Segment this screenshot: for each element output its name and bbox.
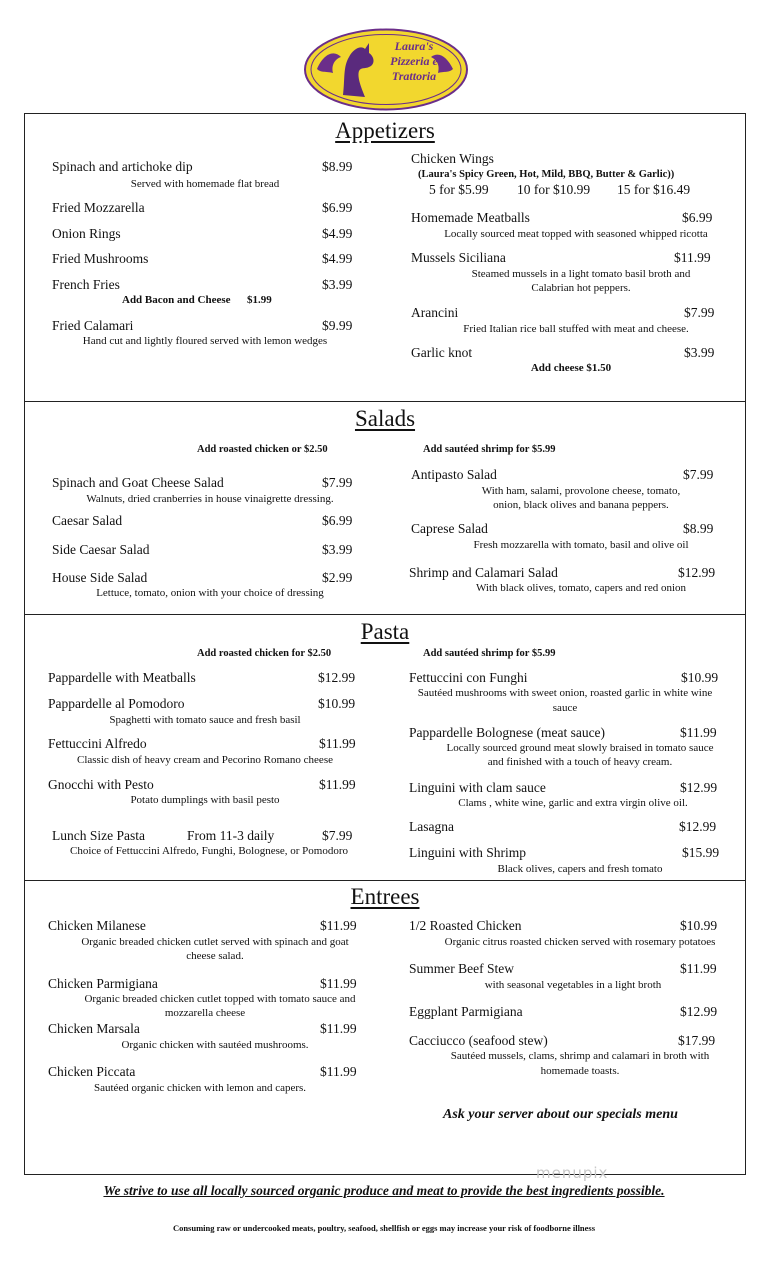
pasta-addon-chicken: Add roasted chicken for $2.50 [197, 648, 332, 659]
logo-line-3: Trattoria [391, 69, 437, 83]
item-desc: Fried Italian rice ball stuffed with meat and cheese. [463, 323, 689, 335]
item-desc: Organic chicken with sautéed mushrooms. [121, 1039, 309, 1051]
item-desc: Fresh mozzarella with tomato, basil and olive oil [473, 539, 689, 551]
salads-addon-chicken: Add roasted chicken or $2.50 [197, 444, 328, 455]
item-desc: Potato dumplings with basil pesto [130, 794, 280, 806]
item-desc: (Laura's Spicy Green, Hot, Mild, BBQ, Butter & Garlic)) [418, 169, 675, 180]
appetizers-heading: Appetizers [335, 118, 435, 143]
item-desc: Locally sourced meat topped with seasoned whipped ricotta [444, 228, 708, 240]
salads-heading: Salads [354, 406, 416, 431]
item-desc: Walnuts, dried cranberries in house vinaigrette dressing. [86, 493, 334, 505]
item-desc: cheese salad. [186, 950, 244, 962]
section-divider [25, 614, 745, 615]
item-desc: Clams , white wine, garlic and extra virgin olive oil. [458, 797, 688, 809]
item-desc: and finished with a touch of heavy cream. [487, 756, 673, 768]
wings-price-15: 15 for $16.49 [617, 182, 691, 197]
item-addon: Add cheese $1.50 [530, 362, 612, 374]
item-desc: Sautéed organic chicken with lemon and capers. [93, 1082, 307, 1094]
organic-statement: We strive to use all locally sourced organic produce and meat to provide the best ingredients possible. [103, 1183, 665, 1198]
item-desc: Spaghetti with tomato sauce and fresh basil [109, 714, 301, 726]
food-safety-warning: Consuming raw or undercooked meats, poultry, seafood, shellfish or eggs may increase your risk of foodborne illness [172, 1223, 596, 1233]
salads-addon-shrimp: Add sautéed shrimp for $5.99 [423, 444, 556, 455]
section-divider [25, 401, 745, 402]
restaurant-logo [303, 27, 469, 112]
item-desc: Organic citrus roasted chicken served with rosemary potatoes [444, 936, 716, 948]
item-desc: Served with homemade flat bread [130, 178, 280, 190]
item-desc: Organic breaded chicken cutlet served with spinach and goat [81, 936, 349, 948]
item-desc: with seasonal vegetables in a light broth [484, 979, 662, 991]
item-desc: Black olives, capers and fresh tomato [497, 863, 663, 875]
item-desc: mozzarella cheese [164, 1007, 246, 1019]
item-desc: Steamed mussels in a light tomato basil broth and [471, 268, 691, 280]
logo-line-1: Laura's [394, 39, 434, 53]
item-desc: Organic breaded chicken cutlet topped with tomato sauce and [84, 993, 356, 1005]
item-desc: Sautéed mussels, clams, shrimp and calamari in broth with [450, 1050, 710, 1062]
specials-note: Ask your server about our specials menu [443, 1107, 678, 1122]
item-desc: Hand cut and lightly floured served with lemon wedges [82, 335, 328, 347]
item-desc: With black olives, tomato, capers and red onion [475, 582, 687, 594]
item-desc: homemade toasts. [540, 1065, 620, 1077]
entrees-heading: Entrees [350, 884, 420, 909]
pasta-heading: Pasta [360, 619, 410, 644]
item-desc: Locally sourced ground meat slowly braised in tomato sauce [446, 742, 714, 754]
item-addon: Add Bacon and Cheese $1.99 [122, 294, 272, 306]
menupix-watermark: menupix [536, 1164, 609, 1182]
menu-panel: Appetizers Spinach and artichoke dip $8.99 Served with homemade flat bread Fried Mozzarella $6.99 Onion Rings $4.99 Fried Mushrooms $4.99 French Fries $3.99 Add Bacon and Cheese $1.99 Fried Calamari $9.99 Hand cut and lightly floured served with lemon wedges Chicken Wings (Laura's Spicy Green, Hot, Mild, BBQ, Butter & Garlic)) 5 for $5.99 10 for $10.99 15 for $16.49 Homemade Meatballs $6.99 Locally sourced meat topped with seasoned whipped ricotta Mussels Siciliana $11.99 Steamed mussels in a light tomato basil broth and Calabrian hot peppers. Arancini $7.99 Fried Italian rice ball stuffed with meat and cheese. Garlic knot $3.99 Add cheese $1.50 Salads Add roasted chicken or $2.50 Add sautéed shrimp for $5.99 Spinach and Goat Cheese Salad $7.99 Walnuts, dried cranberries in house vinaigrette dressing. Caesar Salad $6.99 Side Caesar Salad $3.99 House Side Salad $2.99 Lettuce, tomato, onion with your choice of dressing Antipasto Salad $7.99 With ham, salami, provolone cheese, tomato, onion, black olives and banana peppers. Caprese Salad $8.99 Fresh mozzarella with tomato, basil and olive oil Shrimp and Calamari Salad $12.99 With black olives, tomato, capers and red onion Pasta Add roasted chicken for $2.50 Add sautéed shrimp for $5.99 Pappardelle with Meatballs $12.99 Pappardelle al Pomodoro $10.99 Spaghetti with tomato sauce and fresh basil Fettuccini Alfredo $11.99 Classic dish of heavy cream and Pecorino Romano cheese Gnocchi with Pesto $11.99 Potato dumplings with basil pesto Lunch Size Pasta From 11-3 daily $7.99 Choice of Fettuccini Alfredo, Funghi, Bolognese, or Pomodoro Fettuccini con Funghi $10.99 Sautéed mushrooms with sweet onion, roasted garlic in white wine sauce Pappardelle Bolognese (meat sauce) $11.99 Locally sourced ground meat slowly braised in tomato sauce and finished with a touch of heavy cream. Linguini with clam sauce $12.99 Clams , white wine, garlic and extra virgin olive oil. Lasagna $12.99 Linguini with Shrimp $15.99 Black olives, capers and fresh tomato Entrees Chicken Milanese $11.99 Organic breaded chicken cutlet served with spinach and goat cheese salad. Chicken Parmigiana $11.99 Organic breaded chicken cutlet topped with tomato sauce and mozzarella cheese Chicken Marsala $11.99 Organic chicken with sautéed mushrooms. Chicken Piccata $11.99 Sautéed organic chicken with lemon and capers. 1/2 Roasted Chicken $10.99 Organic citrus roasted chicken served with rosemary potatoes Summer Beef Stew $11.99 with seasonal vegetables in a light broth Eggplant Parmigiana $12.99 Cacciucco (seafood stew) $17.99 Sautéed mussels, clams, shrimp and calamari in broth with homemade toasts. Ask your server about our specials menu [24, 113, 746, 1175]
section-divider [25, 880, 745, 881]
item-desc: Classic dish of heavy cream and Pecorino Romano cheese [77, 754, 333, 766]
item-desc: Lettuce, tomato, onion with your choice of dressing [96, 587, 324, 599]
lunch-hours: From 11-3 daily [187, 828, 275, 843]
item-desc: sauce [552, 702, 578, 714]
wings-price-5: 5 for $5.99 [429, 182, 489, 197]
item-desc: Calabrian hot peppers. [531, 282, 631, 294]
item-desc: Sautéed mushrooms with sweet onion, roasted garlic in white wine [417, 687, 713, 699]
pasta-addon-shrimp: Add sautéed shrimp for $5.99 [423, 648, 556, 659]
wings-price-10: 10 for $10.99 [517, 182, 591, 197]
logo-line-2: Pizzeria e [390, 54, 438, 68]
item-desc: With ham, salami, provolone cheese, tomato, [481, 485, 681, 497]
item-desc: Choice of Fettuccini Alfredo, Funghi, Bolognese, or Pomodoro [69, 845, 349, 857]
item-desc: onion, black olives and banana peppers. [493, 499, 669, 511]
